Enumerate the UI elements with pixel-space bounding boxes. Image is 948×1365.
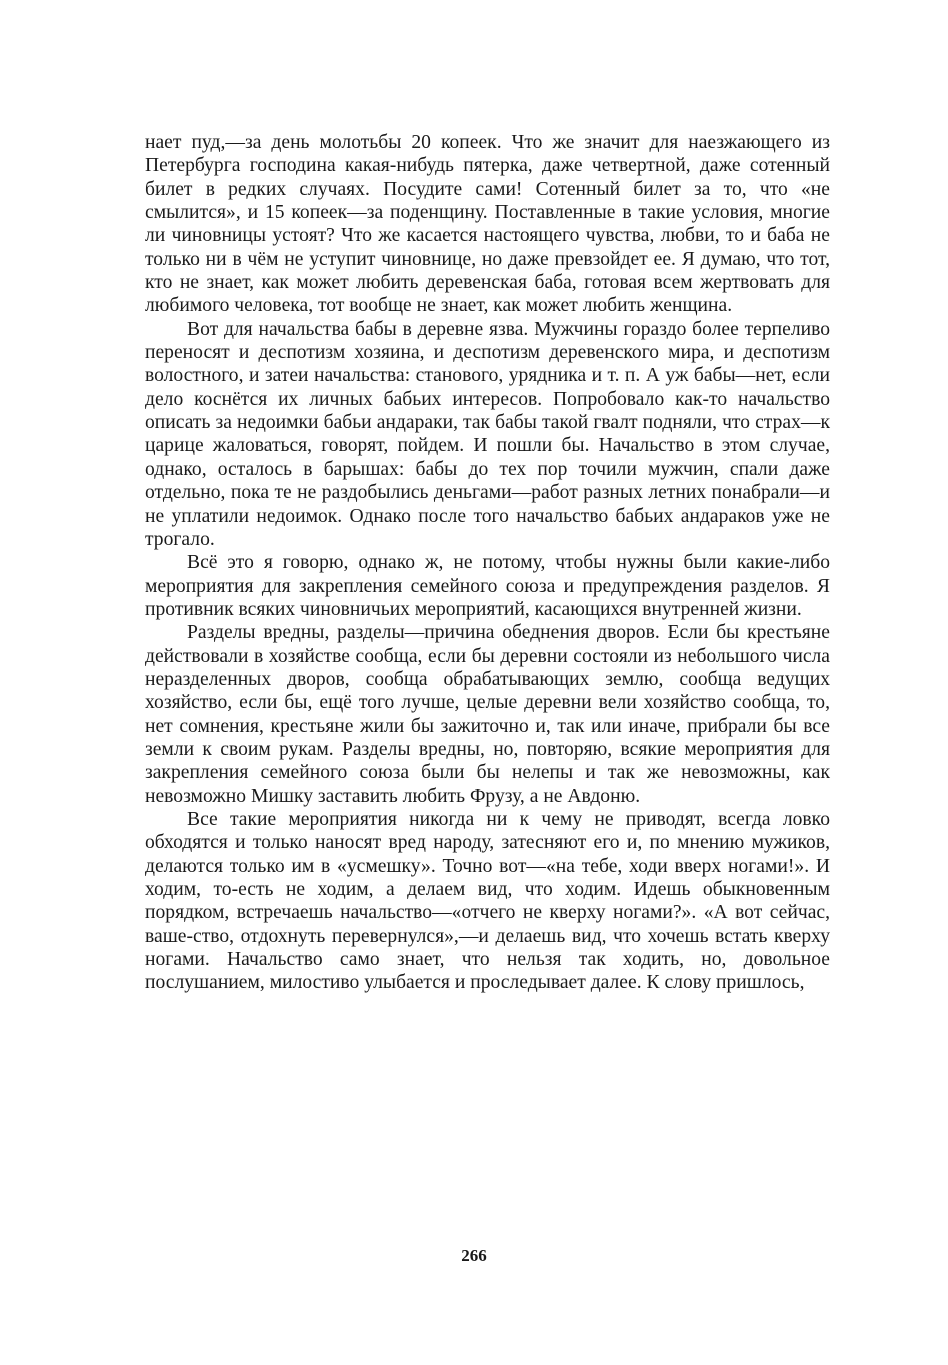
- paragraph-3: Всё это я говорю, однако ж, не потому, чтобы нужны были какие-либо мероприятия для закрепления семейного союза и предупреждения разделов. Я противник всяких чиновничьих мероприятий, касающихся внутренней жизни.: [145, 552, 830, 620]
- paragraph-5: Все такие мероприятия никогда ни к чему не приводят, всегда ловко обходятся и только наносят вред народу, затесняют его и, по мнению мужиков, делаются только им в «усмешку». Точно вот—«на тебе, ходи вверх ногами!». И ходим, то-есть не ходим, а делаем вид, что ходим. Идешь обыкновенным порядком, встречаешь начальство—«отчего не кверху ногами?». «А вот сейчас, ваше-ство, отдохнуть перевернулся»,—и делаешь вид, что хочешь встать кверху ногами. Начальство само знает, что нельзя так ходить, но, довольное послушанием, милостиво улыбается и проследывает далее. К слову пришлось,: [145, 808, 830, 994]
- paragraph-4: Разделы вредны, разделы—причина обеднения дворов. Если бы крестьяне действовали в хозяйстве сообща, если бы деревни состояли из небольшого числа неразделенных дворов, сообща обрабатывающих землю, сообща ведущих хозяйство, если бы, ещё того лучше, целые деревни вели хозяйство сообща, то, нет сомнения, крестьяне жили бы зажиточно и, так или иначе, прибрали бы все земли к своим рукам. Разделы вредны, но, повторяю, всякие мероприятия для закрепления семейного союза были бы нелепы и так же невозможны, как невозможно Мишку заставить любить Фрузу, а не Авдоню.: [145, 622, 830, 807]
- body-text: [145, 131, 830, 995]
- page-number: 266: [461, 1246, 487, 1265]
- paragraph-2: Вот для начальства бабы в деревне язва. Мужчины гораздо более терпеливо переносят и деспотизм хозяина, и деспотизм деревенского мира, и деспотизм волостного, и затеи начальства: станового, урядника и т. п. А уж бабы—нет, если дело коснётся их личных бабьих интересов. Попробовало как-то начальство описать за недоимки бабьи андараки, так бабы такой гвалт подняли, что страх—к царице жаловаться, говорят, пойдем. И пошли бы. Начальство в этом случае, однако, осталось в барышах: бабы до тех пор точили мужчин, спали даже отдельно, пока те не раздобылись деньгами—работ разных летних понабрали—и не уплатили недоимок. Однако после того начальство бабьих андараков уже не трогало.: [145, 318, 830, 550]
- paragraph-1: нает пуд,—за день молотьбы 20 копеек. Что же значит для наезжающего из Петербурга господина какая-нибудь пятерка, даже четвертной, даже сотенный билет в редких случаях. Посудите сами! Сотенный билет за то, что «не смылится», и 15 копеек—за поденщину. Поставленные в такие условия, многие ли чиновницы устоят? Что же касается настоящего чувства, любви, то и баба не только ни в чём не уступит чиновнице, но даже превзойдет ее. Я думаю, что тот, кто не знает, как может любить деревенская баба, готовая всем жертвовать для любимого человека, тот вообще не знает, как может любить женщина.: [145, 132, 830, 317]
